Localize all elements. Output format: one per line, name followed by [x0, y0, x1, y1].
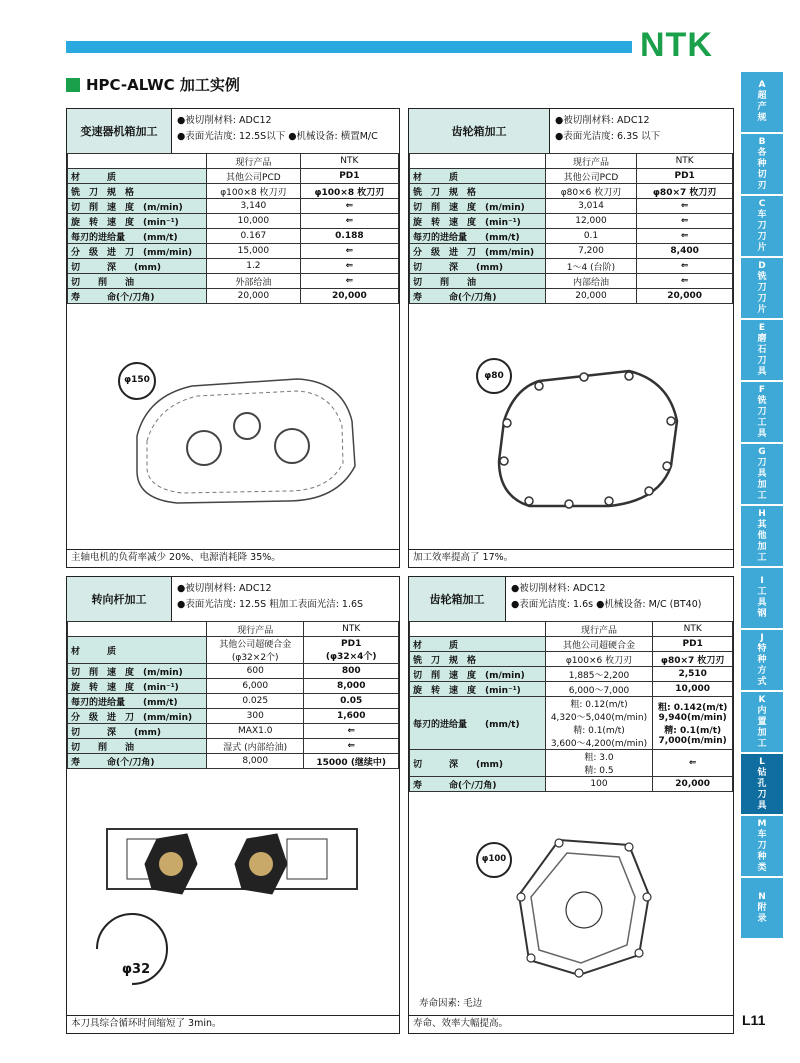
- ntk-product-cell: ⇐: [304, 724, 399, 739]
- spec-label-cell: 切 深 (mm): [410, 750, 546, 777]
- tab-label: 铣: [757, 395, 767, 406]
- spec-label-cell: 分 级 进 刀 (mm/min): [68, 244, 207, 259]
- ntk-product-cell: 0.05: [304, 694, 399, 709]
- cutter-diameter-label: φ100: [481, 854, 507, 864]
- spec-table: [67, 153, 399, 304]
- tab-label: 置: [757, 716, 767, 727]
- panel-footer: 本刀具综合循环时间缩短了 3min。: [67, 1015, 399, 1031]
- ntk-product-cell: ⇐: [637, 199, 733, 214]
- panel-info-line: ●表面光洁度: 6.3S 以下: [555, 131, 661, 142]
- ntk-product-cell: PD1: [637, 169, 733, 184]
- ntk-product-cell: 20,000: [653, 777, 733, 792]
- ntk-product-cell: 800: [304, 664, 399, 679]
- spec-label-cell: 材 质: [410, 169, 546, 184]
- ntk-product-cell: PD1: [653, 637, 733, 652]
- tab-label: 刀: [757, 457, 767, 468]
- spec-row: [410, 682, 733, 697]
- section-tab-m[interactable]: [741, 816, 783, 876]
- spec-row: [68, 199, 399, 214]
- ntk-product-cell: 8,400: [637, 244, 733, 259]
- current-product-cell: 8,000: [207, 754, 304, 769]
- tab-label: 切: [757, 169, 767, 180]
- spec-label-cell: 铣 刀 规 格: [68, 184, 207, 199]
- spec-label-cell: 切 削 油: [410, 274, 546, 289]
- spec-header-row: [68, 154, 399, 169]
- spec-header-cell: NTK: [653, 622, 733, 637]
- tab-label: M: [757, 818, 767, 829]
- section-tab-l[interactable]: [741, 754, 783, 814]
- current-product-cell: 3,140: [207, 199, 301, 214]
- ntk-product-cell: 1,600: [304, 709, 399, 724]
- current-product-cell: 12,000: [545, 214, 637, 229]
- current-product-cell: 1.2: [207, 259, 301, 274]
- tab-label: 工: [757, 738, 767, 749]
- panel-footer: 寿命、效率大幅提高。: [409, 1015, 733, 1031]
- spec-header-cell: [410, 622, 546, 637]
- spec-label-cell: 旋 转 速 度 (min⁻¹): [68, 214, 207, 229]
- tab-label: 方: [757, 665, 767, 676]
- spec-header-row: [410, 154, 733, 169]
- spec-label-cell: 切 削 速 度 (m/min): [68, 664, 207, 679]
- current-product-cell: 300: [207, 709, 304, 724]
- panel-title: 齿轮箱加工: [409, 577, 506, 621]
- spec-label-cell: 旋 转 速 度 (min⁻¹): [410, 682, 546, 697]
- spec-row: [410, 697, 733, 750]
- section-tab-j[interactable]: [741, 630, 783, 690]
- spec-row: [410, 199, 733, 214]
- current-product-cell: φ100×6 枚刀刃: [545, 652, 653, 667]
- spec-label-cell: 寿 命(个/刀角): [410, 777, 546, 792]
- current-product-cell: 湿式 (内部给油): [207, 739, 304, 754]
- spec-header-row: [410, 622, 733, 637]
- section-tab-k[interactable]: [741, 692, 783, 752]
- current-product-cell: 粗: 0.12(m/t) 4,320～5,040(m/min) 精: 0.1(m/t) 3,600～4,200(m/min): [545, 697, 653, 750]
- tab-label: 刃: [757, 180, 767, 191]
- spec-row: [410, 184, 733, 199]
- tab-label: 钢: [757, 609, 767, 619]
- tab-label: 附: [757, 902, 767, 913]
- spec-row: [68, 637, 399, 664]
- current-product-cell: 1～4 (台阶): [545, 259, 637, 274]
- spec-row: [68, 739, 399, 754]
- tab-label: H: [758, 508, 766, 519]
- spec-row: [410, 667, 733, 682]
- case-panel-1: [66, 108, 400, 568]
- tab-label: B: [758, 136, 766, 147]
- current-product-cell: φ80×6 枚刀刃: [545, 184, 637, 199]
- spec-row: [68, 289, 399, 304]
- tab-label: 片: [757, 242, 767, 253]
- spec-label-cell: 分 级 进 刀 (mm/min): [410, 244, 546, 259]
- spec-row: [410, 259, 733, 274]
- case-panel-3: [66, 576, 400, 1034]
- ntk-product-cell: φ100×8 枚刀刃: [300, 184, 398, 199]
- spec-row: [68, 724, 399, 739]
- spec-label-cell: 切 深 (mm): [68, 724, 207, 739]
- current-product-cell: 内部给油: [545, 274, 637, 289]
- spec-label-cell: 铣 刀 规 格: [410, 652, 546, 667]
- spec-table: [409, 621, 733, 792]
- spec-label-cell: 切 深 (mm): [68, 259, 207, 274]
- ntk-product-cell: φ80×7 枚刀刃: [653, 652, 733, 667]
- tab-label: 刀: [757, 220, 767, 231]
- tab-label: L: [759, 756, 765, 767]
- panel-footer: 加工效率提高了 17%。: [409, 549, 733, 565]
- tab-label: F: [758, 384, 766, 395]
- spec-label-cell: 每刃的进给量 (mm/t): [68, 694, 207, 709]
- current-product-cell: 6,000: [207, 679, 304, 694]
- tab-label: 具: [757, 428, 767, 439]
- current-product-cell: 600: [207, 664, 304, 679]
- tab-label: A: [758, 80, 766, 90]
- current-product-cell: 7,200: [545, 244, 637, 259]
- spec-label-cell: 材 质: [410, 637, 546, 652]
- ntk-logo: NTK: [640, 26, 713, 64]
- tab-label: 磨: [757, 333, 767, 344]
- tab-label: 工: [757, 417, 767, 428]
- tab-label: 种: [757, 654, 767, 665]
- ntk-product-cell: ⇐: [637, 229, 733, 244]
- ntk-product-cell: φ80×7 枚刀刃: [637, 184, 733, 199]
- current-product-cell: 1,885～2,200: [545, 667, 653, 682]
- section-tab-h[interactable]: [741, 506, 783, 566]
- tab-label: 刀: [757, 840, 767, 851]
- spec-header-cell: NTK: [637, 154, 733, 169]
- spec-label-cell: 寿 命(个/刀角): [68, 289, 207, 304]
- spec-header-cell: [68, 622, 207, 637]
- spec-row: [410, 777, 733, 792]
- section-tab-e[interactable]: [741, 320, 783, 380]
- ntk-product-cell: 8,000: [304, 679, 399, 694]
- spec-row: [68, 679, 399, 694]
- current-product-cell: 6,000～7,000: [545, 682, 653, 697]
- spec-label-cell: 材 质: [68, 169, 207, 184]
- current-product-cell: 其他公司PCD: [545, 169, 637, 184]
- tab-label: 车: [757, 209, 767, 220]
- tab-label: 具: [757, 598, 767, 608]
- spec-header-cell: NTK: [304, 622, 399, 637]
- tab-label: 种: [757, 851, 767, 862]
- panel-info-line: ●表面光洁度: 12.5S 粗加工表面光洁: 1.6S: [177, 599, 364, 610]
- tab-label: 规: [757, 113, 767, 123]
- spec-row: [68, 664, 399, 679]
- spec-header-row: [68, 622, 399, 637]
- section-tab-d[interactable]: [741, 258, 783, 318]
- spec-header-cell: [68, 154, 207, 169]
- spec-label-cell: 切 削 油: [68, 274, 207, 289]
- panel-title: 齿轮箱加工: [409, 109, 550, 153]
- ntk-product-cell: 10,000: [653, 682, 733, 697]
- transmission-case-drawing: [97, 341, 377, 516]
- current-product-cell: 其他公司PCD: [207, 169, 301, 184]
- tab-label: I: [760, 576, 764, 586]
- ntk-product-cell: ⇐: [300, 274, 398, 289]
- spec-label-cell: 每刃的进给量 (mm/t): [410, 229, 546, 244]
- ntk-product-cell: 粗: 0.142(m/t) 9,940(m/min) 精: 0.1(m/t) 7,000(m/min): [653, 697, 733, 750]
- spec-table: [409, 153, 733, 304]
- current-product-cell: 10,000: [207, 214, 301, 229]
- tab-label: 产: [757, 102, 767, 112]
- section-tab-f[interactable]: [741, 382, 783, 442]
- spec-label-cell: 切 削 速 度 (m/min): [410, 667, 546, 682]
- top-blue-bar: [66, 41, 632, 53]
- spec-row: [410, 169, 733, 184]
- tab-label: 刀: [757, 231, 767, 242]
- spec-label-cell: 铣 刀 规 格: [410, 184, 546, 199]
- spec-row: [68, 274, 399, 289]
- tab-label: 刀: [757, 355, 767, 366]
- ntk-product-cell: PD1 (φ32×4个): [304, 637, 399, 664]
- section-tab-i[interactable]: [741, 568, 783, 628]
- spec-header-cell: 现行产品: [545, 154, 637, 169]
- spec-label-cell: 寿 命(个/刀角): [68, 754, 207, 769]
- page-number: L11: [742, 1012, 766, 1028]
- tab-label: J: [760, 632, 764, 643]
- section-tab-c[interactable]: [741, 196, 783, 256]
- tab-label: E: [758, 322, 766, 333]
- spec-row: [410, 214, 733, 229]
- current-product-cell: 100: [545, 777, 653, 792]
- spec-label-cell: 切 削 速 度 (m/min): [410, 199, 546, 214]
- page-heading: [66, 74, 240, 95]
- spec-label-cell: 每刃的进给量 (mm/t): [68, 229, 207, 244]
- panel-info-line: ●被切削材料: ADC12: [555, 115, 650, 126]
- current-product-cell: 3,014: [545, 199, 637, 214]
- tab-label: 种: [757, 158, 767, 169]
- tab-label: 加: [757, 727, 767, 738]
- current-product-cell: 15,000: [207, 244, 301, 259]
- panel-info-line: ●被切削材料: ADC12: [511, 583, 606, 594]
- spec-header-cell: 现行产品: [207, 154, 301, 169]
- tab-label: G: [758, 446, 766, 457]
- panel-info-line: ●表面光洁度: 1.6s ●机械设备: M/C (BT40): [511, 599, 702, 610]
- spec-header-cell: [410, 154, 546, 169]
- current-product-cell: 0.1: [545, 229, 637, 244]
- spec-label-cell: 分 级 进 刀 (mm/min): [68, 709, 207, 724]
- spec-row: [68, 229, 399, 244]
- spec-label-cell: 切 削 速 度 (m/min): [68, 199, 207, 214]
- panel-title: 变速器机箱加工: [67, 109, 172, 153]
- tab-label: 工: [757, 490, 767, 501]
- tab-label: K: [758, 694, 766, 705]
- tab-label: 铣: [757, 271, 767, 282]
- ntk-product-cell: 20,000: [300, 289, 398, 304]
- gear-case-drawing: [459, 341, 689, 516]
- panel-info-line: ●表面光洁度: 12.5S以下 ●机械设备: 横置M/C: [177, 131, 378, 142]
- spec-label-cell: 材 质: [68, 637, 207, 664]
- spec-row: [68, 754, 399, 769]
- tab-label: 内: [757, 705, 767, 716]
- panel-info-line: ●被切削材料: ADC12: [177, 115, 272, 126]
- steering-rod-drawing: [87, 809, 387, 1009]
- tab-label: 石: [757, 344, 767, 355]
- tab-label: 孔: [757, 778, 767, 789]
- tab-label: 具: [757, 800, 767, 811]
- tab-label: 特: [757, 643, 767, 654]
- spec-row: [410, 637, 733, 652]
- tab-label: 具: [757, 366, 767, 377]
- spec-row: [68, 184, 399, 199]
- tab-label: 类: [757, 862, 767, 873]
- tab-label: 车: [757, 829, 767, 840]
- spec-label-cell: 切 削 油: [68, 739, 207, 754]
- current-product-cell: 粗: 3.0 精: 0.5: [545, 750, 653, 777]
- heading-marker: [66, 78, 80, 92]
- ntk-product-cell: PD1: [300, 169, 398, 184]
- cutter-diameter-label: φ32: [121, 962, 151, 977]
- tab-label: 超: [757, 91, 767, 101]
- ntk-product-cell: ⇐: [637, 274, 733, 289]
- tab-label: 钻: [757, 767, 767, 778]
- current-product-cell: MAX1.0: [207, 724, 304, 739]
- ntk-product-cell: 20,000: [637, 289, 733, 304]
- spec-row: [410, 652, 733, 667]
- tab-label: 加: [757, 479, 767, 490]
- spec-row: [410, 229, 733, 244]
- spec-label-cell: 每刃的进给量 (mm/t): [410, 697, 546, 750]
- panel-info-line: ●被切削材料: ADC12: [177, 583, 272, 594]
- tab-label: 各: [757, 147, 767, 158]
- section-index-tabs: [741, 72, 783, 940]
- current-product-cell: 0.167: [207, 229, 301, 244]
- tab-label: 片: [757, 304, 767, 315]
- spec-label-cell: 寿 命(个/刀角): [410, 289, 546, 304]
- current-product-cell: 其他公司超硬合金: [545, 637, 653, 652]
- section-tab-b[interactable]: [741, 134, 783, 194]
- spec-row: [68, 709, 399, 724]
- spec-table: [67, 621, 399, 769]
- section-tab-a[interactable]: [741, 72, 783, 132]
- spec-row: [68, 244, 399, 259]
- heading-text: HPC-ALWC 加工实例: [86, 76, 240, 94]
- life-factor-note: 寿命因素: 毛边: [419, 998, 483, 1009]
- ntk-product-cell: ⇐: [300, 214, 398, 229]
- current-product-cell: φ100×8 枚刀刃: [207, 184, 301, 199]
- ntk-product-cell: 2,510: [653, 667, 733, 682]
- spec-row: [68, 694, 399, 709]
- tab-label: 具: [757, 468, 767, 479]
- spec-label-cell: 旋 转 速 度 (min⁻¹): [410, 214, 546, 229]
- cutter-diameter-label: φ150: [124, 375, 150, 385]
- spec-row: [410, 750, 733, 777]
- ntk-product-cell: ⇐: [304, 739, 399, 754]
- spec-label-cell: 切 深 (mm): [410, 259, 546, 274]
- ntk-product-cell: ⇐: [637, 214, 733, 229]
- current-product-cell: 0.025: [207, 694, 304, 709]
- tab-label: 工: [757, 587, 767, 597]
- tab-label: 刀: [757, 406, 767, 417]
- tab-label: 录: [757, 913, 767, 924]
- ntk-product-cell: 0.188: [300, 229, 398, 244]
- tab-label: 刀: [757, 789, 767, 800]
- tab-label: 式: [757, 676, 767, 687]
- ntk-product-cell: ⇐: [300, 244, 398, 259]
- spec-row: [410, 244, 733, 259]
- case-panel-4: [408, 576, 734, 1034]
- panel-footer: 主轴电机的负荷率减少 20%、电源消耗降 35%。: [67, 549, 399, 565]
- tab-label: 加: [757, 541, 767, 552]
- ntk-product-cell: 15000 (继续中): [304, 754, 399, 769]
- cutter-diameter-label: φ80: [484, 371, 504, 381]
- case-panel-2: [408, 108, 734, 568]
- tab-label: 刀: [757, 293, 767, 304]
- ntk-product-cell: ⇐: [300, 199, 398, 214]
- spec-row: [68, 214, 399, 229]
- section-tab-g[interactable]: [741, 444, 783, 504]
- spec-row: [68, 259, 399, 274]
- tab-label: 刀: [757, 282, 767, 293]
- tab-label: D: [758, 260, 766, 271]
- current-product-cell: 20,000: [545, 289, 637, 304]
- ntk-product-cell: ⇐: [637, 259, 733, 274]
- section-tab-n[interactable]: [741, 878, 783, 938]
- spec-row: [410, 289, 733, 304]
- current-product-cell: 外部给油: [207, 274, 301, 289]
- current-product-cell: 其他公司超硬合金 (φ32×2个): [207, 637, 304, 664]
- tab-label: 其: [757, 519, 767, 530]
- spec-header-cell: NTK: [300, 154, 398, 169]
- tab-label: 工: [757, 552, 767, 563]
- tab-label: 他: [757, 530, 767, 541]
- panel-title: 转向杆加工: [67, 577, 172, 621]
- spec-label-cell: 旋 转 速 度 (min⁻¹): [68, 679, 207, 694]
- spec-header-cell: 现行产品: [545, 622, 653, 637]
- current-product-cell: 20,000: [207, 289, 301, 304]
- tab-label: C: [758, 198, 766, 209]
- ntk-product-cell: ⇐: [300, 259, 398, 274]
- spec-row: [68, 169, 399, 184]
- spec-header-cell: 现行产品: [207, 622, 304, 637]
- tab-label: N: [758, 891, 766, 902]
- gear-case-drawing: [459, 825, 689, 985]
- ntk-product-cell: ⇐: [653, 750, 733, 777]
- spec-row: [410, 274, 733, 289]
